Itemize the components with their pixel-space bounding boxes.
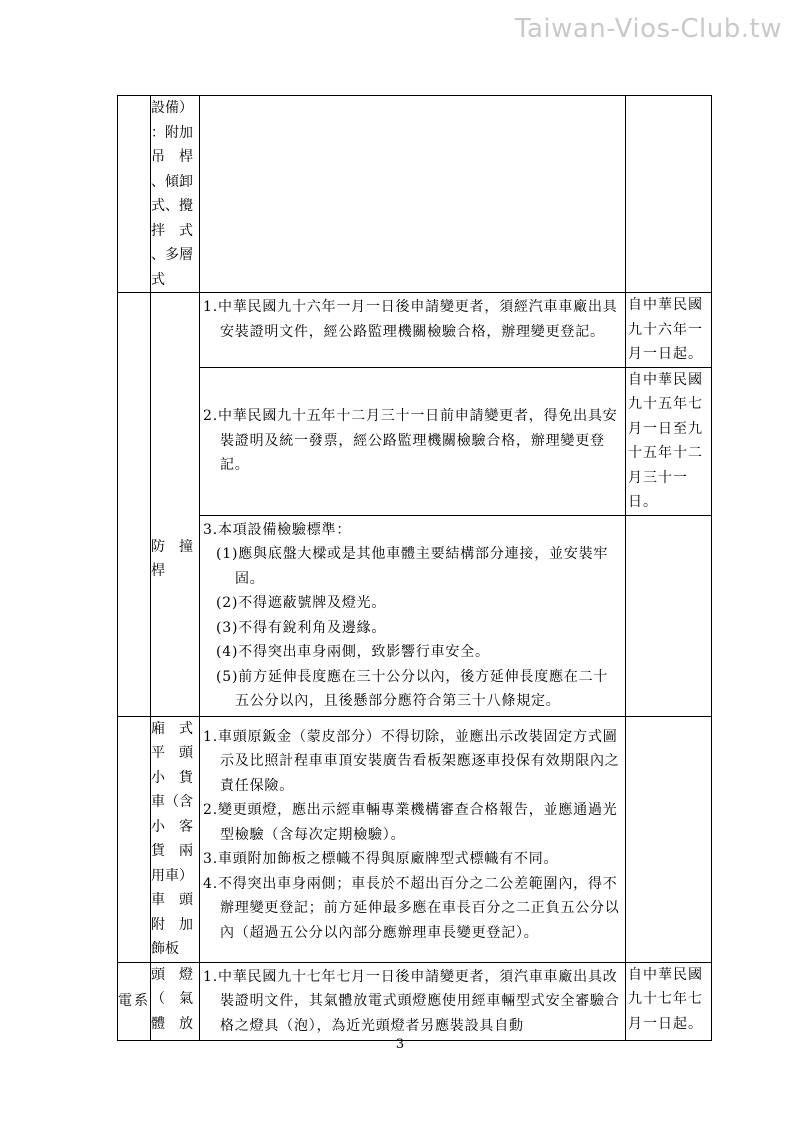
item-cell: [151, 716, 200, 962]
item-label: 平 頭: [151, 745, 193, 761]
category-cell: [118, 716, 151, 962]
requirement-subitem: (1)應與底盤大樑或是其他車體主要結構部分連接，並安裝牢固。: [216, 546, 609, 587]
requirement-subitem: (4)不得突出車身兩側，致影響行車安全。: [216, 644, 490, 660]
item-cell: [151, 96, 200, 293]
effective-date: 自中華民國九十七年七月一日起。: [628, 966, 703, 1032]
requirement-subitem: (3)不得有銳利角及邊緣。: [216, 619, 387, 636]
date-cell: [626, 962, 712, 1041]
item-label: 式、攪: [151, 198, 193, 214]
category-cell: [118, 962, 151, 1041]
item-label: 頭 燈: [151, 966, 193, 983]
item-label: 廂 式: [151, 720, 193, 737]
item-label: 、傾卸: [151, 173, 193, 190]
item-label: 吊 桿: [151, 149, 193, 165]
table-row: [118, 515, 712, 716]
date-cell: [626, 367, 712, 515]
date-cell: [626, 293, 712, 368]
effective-date: 自中華民國九十六年一月一日起。: [628, 297, 703, 362]
item-label: （ 氣: [151, 991, 193, 1007]
watermark-text: Taiwan-Vios-Club.tw: [514, 14, 782, 44]
item-label: 式: [151, 271, 165, 288]
date-cell: [626, 96, 712, 293]
item-label: 小 貨: [151, 769, 193, 786]
requirement-subitem: (2)不得遮蔽號牌及燈光。: [216, 595, 387, 611]
table-row: [118, 962, 712, 1041]
item-cell: [151, 293, 200, 717]
regulation-table: [117, 95, 712, 1041]
item-label: 車 頭: [151, 892, 193, 908]
requirement-cell: [200, 515, 626, 716]
requirement-text: 2.中華民國九十五年十二月三十一日前申請變更者，得免出具安裝證明及統一發票，經公路監理機關檢驗合格，辦理變更登記。: [203, 408, 618, 474]
item-label: 車（含: [151, 794, 193, 810]
item-label: 拌 式: [151, 222, 193, 239]
requirement-text: 3.車頭附加飾板之標幟不得與原廠牌型式標幟有不同。: [203, 851, 559, 867]
item-label: 防 撞: [151, 538, 193, 555]
item-label: 桿: [151, 563, 165, 580]
requirement-cell: [200, 367, 626, 515]
table-row: [118, 716, 712, 962]
date-cell: [626, 716, 712, 962]
requirement-cell: [200, 96, 626, 293]
requirement-text: 2.變更頭燈，應出示經車輛專業機構審查合格報告，並應通過光型檢驗（含每次定期檢驗）。: [203, 802, 618, 843]
requirement-cell: [200, 962, 626, 1041]
requirement-title: 3.本項設備檢驗標準：: [203, 521, 352, 538]
category-cell: [118, 96, 151, 293]
requirement-text: 1.中華民國九十七年七月一日後申請變更者，須汽車車廠出具改裝證明文件，其氣體放電式頭燈應使用經車輛型式安全審驗合格之燈具（泡），為近光頭燈者另應裝設具自動: [203, 968, 620, 1034]
item-label: 用車）: [151, 867, 193, 884]
item-label: 設備）: [151, 100, 193, 116]
item-label: 貨 兩: [151, 843, 193, 859]
item-label: 飾板: [151, 941, 179, 957]
item-label: 小 客: [151, 818, 193, 835]
item-label: 、多層: [151, 247, 193, 263]
requirement-text: 1.車頭原鈑金（蒙皮部分）不得切除，並應出示改裝固定方式圖示及比照計程車車頂安裝廣告看板架應逐車投保有效期限內之責任保險。: [203, 728, 620, 794]
requirement-text: 4.不得突出車身兩側；車長於不超出百分之二公差範圍內，得不辦理變更登記；前方延伸最多應在車長百分之二正負五公分以內（超過五公分以內部分應辦理車長變更登記）。: [203, 875, 620, 941]
table-row: [118, 293, 712, 368]
item-cell: [151, 962, 200, 1041]
category-label: 電系: [118, 993, 150, 1009]
page-number: 3: [395, 1037, 405, 1052]
date-cell: [626, 515, 712, 716]
category-cell: [118, 293, 151, 717]
requirement-subitem: (5)前方延伸長度應在三十公分以內，後方延伸長度應在二十五公分以內，且後懸部分應符合第三十八條規定。: [216, 668, 609, 709]
requirement-cell: [200, 716, 626, 962]
table-row: [118, 367, 712, 515]
requirement-cell: [200, 293, 626, 368]
item-label: 附 加: [151, 916, 193, 933]
requirement-text: 1.中華民國九十六年一月一日後申請變更者，須經汽車車廠出具安裝證明文件，經公路監理機關檢驗合格，辦理變更登記。: [203, 299, 618, 340]
item-label: 體 放: [151, 1015, 193, 1032]
item-label: ：附加: [151, 124, 193, 141]
table-row: [118, 96, 712, 293]
effective-date: 自中華民國九十五年七月一日至九十五年十二月三十一日。: [628, 371, 703, 510]
